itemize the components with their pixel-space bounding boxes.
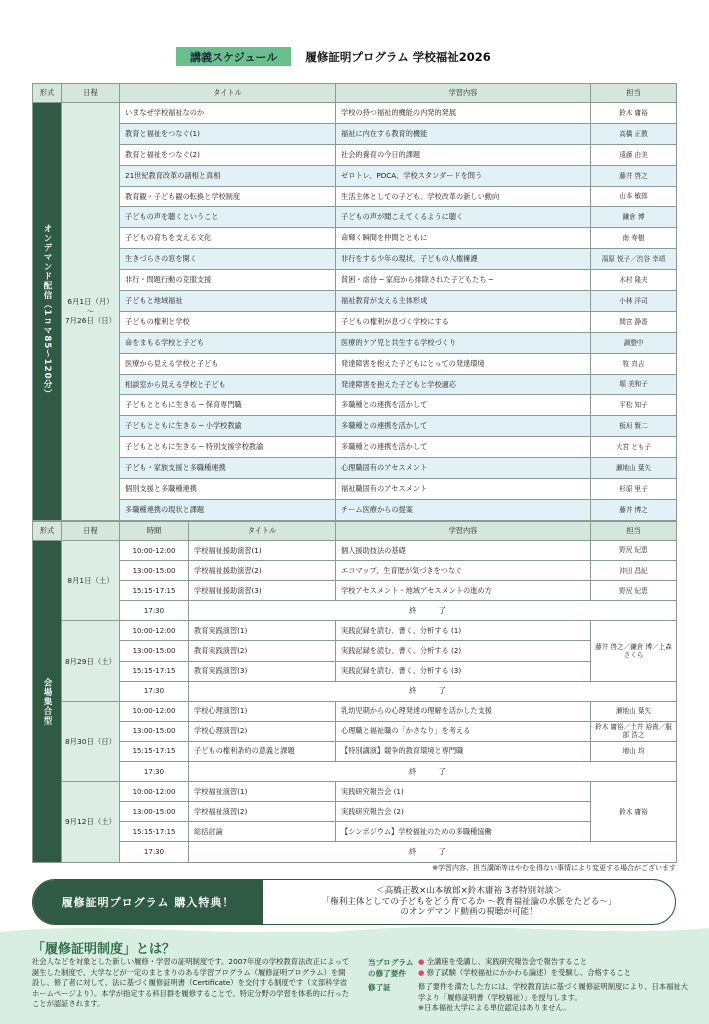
date-text: 7月26日（日）	[64, 316, 117, 326]
lecturer-cell: 鈴木 庸裕	[591, 103, 677, 124]
end-label-cell: 終 了	[189, 681, 677, 701]
table-row	[33, 374, 677, 395]
title-cell: 多職種連携の現状と課題	[120, 499, 336, 520]
title-cell: 教育観・子ども観の転換と学校制度	[120, 186, 336, 207]
format-cell: オンデマンド配信（1コマ85〜120分）	[33, 103, 62, 521]
system-description: 社会人などを対象とした新しい履修・学習の証明制度です。2007年度の学校教育法改正によって誕生した制度で、大学などが一定のまとまりのある学習プログラム（履修証明プログラム）を開設し、修了者に対して、法に基づく履修証明書（Certificate）を交付する制度です（文部科学省ホームページより）。本学が指定する科目群を履修することで、特定分野の学習を体系的に行ったことが認証されます。	[32, 957, 350, 1009]
venue-table	[32, 521, 677, 863]
content-cell: 心理職と福祉職の「かさなり」を考える	[336, 721, 591, 741]
time-cell: 15:15-17:15	[120, 661, 189, 681]
schedule-tag: 講義スケジュール	[176, 47, 291, 66]
content-cell: 社会的養育の今日的課題	[336, 144, 591, 165]
title-cell: 教育と福祉をつなぐ(1)	[120, 123, 336, 144]
header	[176, 47, 491, 66]
perk-body	[263, 886, 675, 918]
content-cell: 多職種との連携を活かして	[336, 437, 591, 458]
table-row	[33, 541, 677, 561]
col-content: 学習内容	[336, 84, 591, 103]
time-cell: 15:15-17:15	[120, 581, 189, 601]
title-cell: 非行・問題行動の克服支援	[120, 270, 336, 291]
col-title: タイトル	[120, 84, 336, 103]
table-row	[33, 842, 677, 862]
content-cell: 貧困・虐待 ─ 家庭から排除された子どもたち ─	[336, 270, 591, 291]
lecturer-cell: 板垣 賢二	[591, 416, 677, 437]
title-cell: 教育実践演習(1)	[189, 621, 336, 641]
lecturer-cell: 藤井 啓之／鎌倉 博／上森さくら	[591, 621, 677, 681]
bullet-icon: ●	[418, 957, 425, 966]
lecturer-cell: 調整中	[591, 332, 677, 353]
col-date: 日程	[62, 522, 120, 541]
time-cell: 15:15-17:15	[120, 741, 189, 761]
content-cell: 生活主体としての子ども、学校改革の新しい動向	[336, 186, 591, 207]
perk-line: ＜高橋正教×山本敏郎×鈴木庸裕 3者特別対談＞	[376, 885, 562, 896]
title-cell: 学校心理演習(1)	[189, 701, 336, 721]
end-label-cell: 終 了	[189, 762, 677, 782]
lecturer-cell: 遠藤 由美	[591, 144, 677, 165]
table-row	[33, 681, 677, 701]
lecturer-cell: 野尻 紀恵	[591, 541, 677, 561]
end-time-cell: 17:30	[120, 762, 189, 782]
lecturer-cell: 大宮 とも子	[591, 437, 677, 458]
lecturer-cell: 間宮 静香	[591, 311, 677, 332]
time-cell: 13:00-15:00	[120, 561, 189, 581]
content-cell: 実践記録を読む、書く、分析する (2)	[336, 641, 591, 661]
content-cell: 多職種との連携を活かして	[336, 395, 591, 416]
table-row	[33, 762, 677, 782]
lecturer-cell: 鎌倉 博	[591, 207, 677, 228]
table-row	[33, 641, 677, 661]
req-item: 修了試験（学校福祉にかかわる論述）を受験し、合格すること	[426, 967, 632, 977]
title-cell: 子どもの育ちを支える文化	[120, 228, 336, 249]
content-cell: 実践記録を読む、書く、分析する (3)	[336, 661, 591, 681]
table-row	[33, 437, 677, 458]
time-cell: 13:00-15:00	[120, 802, 189, 822]
lecturer-cell: 野尻 紀恵	[591, 581, 677, 601]
format-cell: 会場集合型	[33, 541, 62, 863]
content-cell: 【特別講演】競争的教育環境と専門職	[336, 741, 591, 761]
col-time: 時間	[120, 522, 189, 541]
title-cell: 教育実践演習(2)	[189, 641, 336, 661]
content-cell: 発達障害を抱えた子どもと学校適応	[336, 374, 591, 395]
time-cell: 10:00-12:00	[120, 621, 189, 641]
lecturer-cell: 小林 洋司	[591, 291, 677, 312]
table-row	[33, 395, 677, 416]
content-cell: 非行をする少年の現状、子どもの人権擁護	[336, 249, 591, 270]
content-cell: 福祉職固有のアセスメント	[336, 479, 591, 500]
table-row	[33, 458, 677, 479]
title-cell: 子どもとともに生きる ─ 特別支援学校教諭	[120, 437, 336, 458]
table-row	[33, 144, 677, 165]
content-cell: 子どもの声が聞こえてくるように聴く	[336, 207, 591, 228]
lecturer-cell: 瀬地山 葉矢	[591, 458, 677, 479]
content-cell: チーム医療からの提案	[336, 499, 591, 520]
content-cell: 医療的ケア児と共生する学校づくり	[336, 332, 591, 353]
content-cell: 個人援助技法の基礎	[336, 541, 591, 561]
cert-text: 修了要件を満たした方には、学校教育法に基づく履修証明制度により、日本福祉大学より「履修証明書（学校福祉）」を授与します。	[418, 982, 688, 1002]
table-row	[33, 103, 677, 124]
title-cell: いまなぜ学校福祉なのか	[120, 103, 336, 124]
lecturer-cell: 藤井 博之	[591, 499, 677, 520]
table-row	[33, 416, 677, 437]
col-format: 形式	[33, 84, 62, 103]
table-row	[33, 332, 677, 353]
title-cell: 総括討論	[189, 822, 336, 842]
title-cell: 学校福祉演習(2)	[189, 802, 336, 822]
time-cell: 13:00-15:00	[120, 641, 189, 661]
cert-label: 修了証	[368, 983, 391, 992]
title-cell: 医療から見える学校と子ども	[120, 353, 336, 374]
content-cell: 【シンポジウム】学校福祉のための多職種協働	[336, 822, 591, 842]
table-row	[33, 186, 677, 207]
table-row	[33, 270, 677, 291]
end-time-cell: 17:30	[120, 601, 189, 621]
date-cell	[62, 103, 120, 521]
table-row	[33, 721, 677, 741]
end-label-cell: 終 了	[189, 842, 677, 862]
title-cell: 命をまもる学校と子ども	[120, 332, 336, 353]
content-cell: 福祉に内在する教育的機能	[336, 123, 591, 144]
end-time-cell: 17:30	[120, 681, 189, 701]
perk-line: のオンデマンド動画の視聴が可能！	[400, 907, 538, 918]
time-cell: 10:00-12:00	[120, 782, 189, 802]
title-cell: 学校福祉援助演習(1)	[189, 541, 336, 561]
content-cell: 実践研究報告会 (1)	[336, 782, 591, 802]
perk-line: 「権利主体としての子どもをどう育てるか 〜教育福祉論の水脈をたどる〜」	[321, 896, 617, 907]
title-cell: 教育と福祉をつなぐ(2)	[120, 144, 336, 165]
table-row	[33, 291, 677, 312]
title-cell: 子どもの権利と学校	[120, 311, 336, 332]
lecturer-cell: 山本 敏郎	[591, 186, 677, 207]
lecturer-cell: 高橋 正教	[591, 123, 677, 144]
content-cell: 子どもの権利が息づく学校にする	[336, 311, 591, 332]
table-row	[33, 661, 677, 681]
table-row	[33, 123, 677, 144]
req-item: 全講座を受講し、実践研究報告会で報告すること	[426, 957, 588, 966]
title-cell: 子どもとともに生きる ─ 保育専門職	[120, 395, 336, 416]
title-cell: 学校心理演習(2)	[189, 721, 336, 741]
cert-note: ※日本福祉大学による単位認定はありません。	[418, 1003, 571, 1013]
lecturer-cell: 湯原 悦子／渋谷 幸靖	[591, 249, 677, 270]
lecturer-cell: 増山 均	[591, 741, 677, 761]
col-date: 日程	[62, 84, 120, 103]
table-row	[33, 561, 677, 581]
lecturer-cell: 杉原 里子	[591, 479, 677, 500]
time-cell: 10:00-12:00	[120, 541, 189, 561]
title-cell: 教育実践演習(3)	[189, 661, 336, 681]
date-text: 6月1日（月）	[67, 296, 114, 306]
time-cell: 15:15-17:15	[120, 822, 189, 842]
content-cell: 福祉教育が支える主体形成	[336, 291, 591, 312]
content-cell: 学校の持つ福祉的機能の内発的発展	[336, 103, 591, 124]
table-row	[33, 249, 677, 270]
table-row	[33, 701, 677, 721]
content-cell: ゼロトレ、PDCA、学校スタンダードを問う	[336, 165, 591, 186]
content-cell: エコマップ、生育歴が気づきをつなぐ	[336, 561, 591, 581]
date-text: 〜	[86, 306, 95, 316]
col-title: タイトル	[189, 522, 336, 541]
content-cell: 実践記録を読む、書く、分析する (1)	[336, 621, 591, 641]
lecturer-cell: 南 寿樹	[591, 228, 677, 249]
title-cell: 個別支援と多職種連携	[120, 479, 336, 500]
table-row	[33, 353, 677, 374]
col-lecturer: 担当	[591, 84, 677, 103]
time-cell: 13:00-15:00	[120, 721, 189, 741]
req-label: 当プログラムの修了要件	[368, 958, 414, 978]
title-cell: 生きづらさの窓を開く	[120, 249, 336, 270]
col-lecturer: 担当	[591, 522, 677, 541]
lecturer-cell: 鈴木 庸裕／土井 裕貴／服部 浩之	[591, 721, 677, 741]
date-cell: 8月30日（日）	[62, 701, 120, 781]
end-label-cell: 終 了	[189, 601, 677, 621]
table-row	[33, 499, 677, 520]
table-row	[33, 165, 677, 186]
title-cell: 子ども・家族支援と多職種連携	[120, 458, 336, 479]
content-cell: 心理職固有のアセスメント	[336, 458, 591, 479]
table-row	[33, 479, 677, 500]
table-row	[33, 741, 677, 761]
content-cell: 発達障害を抱えた子どもにとっての発達環境	[336, 353, 591, 374]
lecturer-cell: 沖田 昌紀	[591, 561, 677, 581]
table-row	[33, 621, 677, 641]
title-cell: 子どもと地域福祉	[120, 291, 336, 312]
program-title: 履修証明プログラム 学校福祉2026	[305, 49, 491, 64]
table-row	[33, 601, 677, 621]
title-cell: 子どもの声を聴くということ	[120, 207, 336, 228]
title-cell: 学校福祉援助演習(2)	[189, 561, 336, 581]
content-cell: 多職種との連携を活かして	[336, 416, 591, 437]
lecturer-cell: 藤井 啓之	[591, 165, 677, 186]
system-title: 「履修証明制度」とは？	[32, 942, 176, 957]
perk-title: 履修証明プログラム 購入特典！	[33, 880, 263, 924]
end-time-cell: 17:30	[120, 842, 189, 862]
requirements	[368, 957, 688, 1017]
content-cell: 命輝く瞬間を仲間とともに	[336, 228, 591, 249]
table-row	[33, 822, 677, 842]
change-note: ※学習内容、担当講師等はやむを得ない事情により変更する場合がございます	[432, 864, 676, 872]
time-cell: 10:00-12:00	[120, 701, 189, 721]
table-row	[33, 311, 677, 332]
lecturer-cell: 鈴木 庸裕	[591, 782, 677, 842]
lecturer-cell: 瀬地山 葉矢	[591, 701, 677, 721]
date-cell: 8月1日（土）	[62, 541, 120, 621]
col-format: 形式	[33, 522, 62, 541]
table-row	[33, 228, 677, 249]
lecturer-cell: 牧 真吉	[591, 353, 677, 374]
title-cell: 子どもとともに生きる ─ 小学校教諭	[120, 416, 336, 437]
table-row	[33, 581, 677, 601]
content-cell: 実践研究報告会 (2)	[336, 802, 591, 822]
col-content: 学習内容	[336, 522, 591, 541]
lecturer-cell: 平松 知子	[591, 395, 677, 416]
date-cell: 8月29日（土）	[62, 621, 120, 701]
title-cell: 子どもの権利条約の意義と課題	[189, 741, 336, 761]
table-row	[33, 207, 677, 228]
title-cell: 相談室から見える学校と子ども	[120, 374, 336, 395]
ondemand-table	[32, 83, 677, 521]
bullet-icon: ●	[418, 967, 425, 977]
title-cell: 21世紀教育改革の諸相と真相	[120, 165, 336, 186]
title-cell: 学校福祉演習(1)	[189, 782, 336, 802]
lecturer-cell: 木村 隆夫	[591, 270, 677, 291]
table-row	[33, 782, 677, 802]
content-cell: 学校アセスメント・地域アセスメントの進め方	[336, 581, 591, 601]
content-cell: 乳幼児期からの心理発達の理解を活かした支援	[336, 701, 591, 721]
table-row	[33, 802, 677, 822]
lecturer-cell: 堀 美和子	[591, 374, 677, 395]
date-cell: 9月12日（土）	[62, 782, 120, 862]
title-cell: 学校福祉援助演習(3)	[189, 581, 336, 601]
